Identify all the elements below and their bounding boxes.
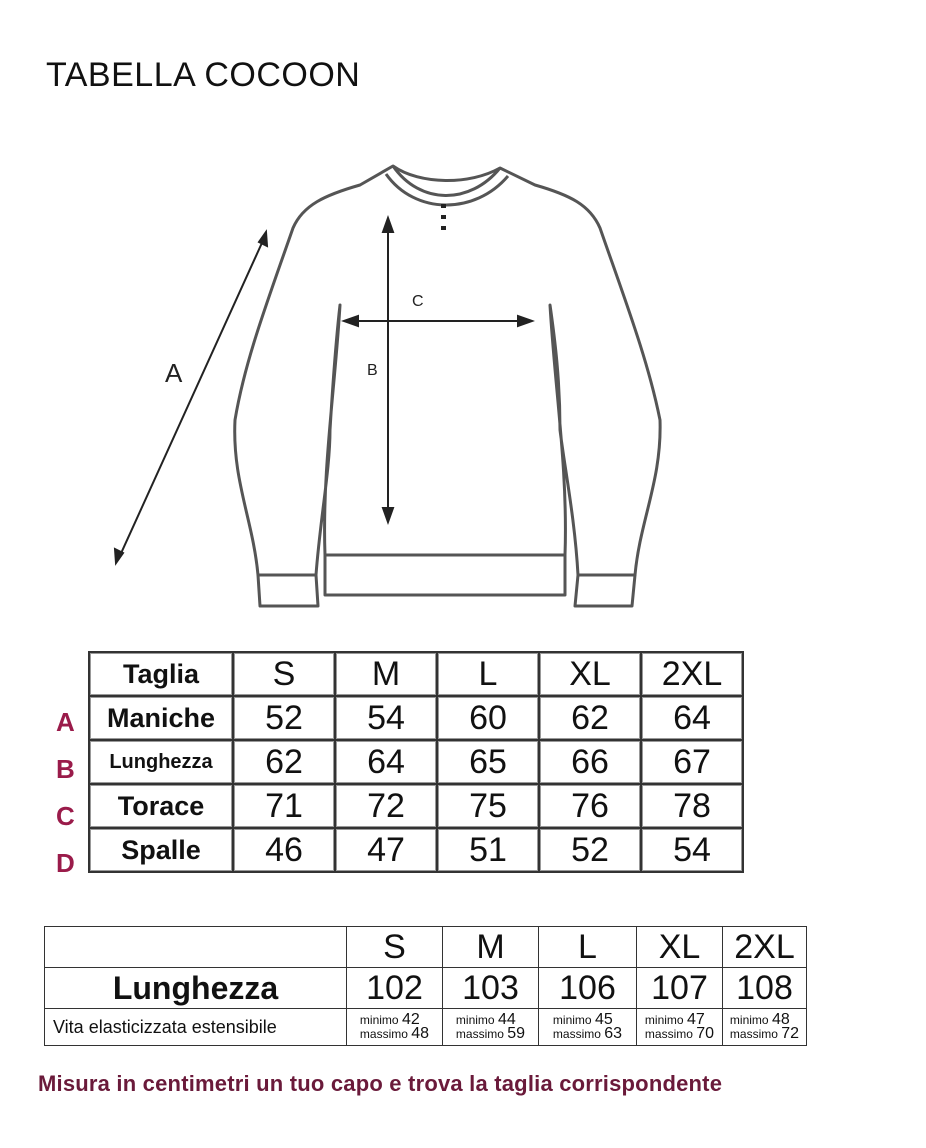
table-cell: 52 xyxy=(233,696,335,740)
sweater-outline xyxy=(235,166,660,575)
table-cell: 46 xyxy=(233,828,335,872)
header-cell: XL xyxy=(539,652,641,696)
header-cell: S xyxy=(233,652,335,696)
table-cell xyxy=(637,1009,723,1046)
max-value: 59 xyxy=(507,1025,526,1042)
header-cell: L xyxy=(437,652,539,696)
max-label: massimo xyxy=(729,1027,778,1041)
header-cell: M xyxy=(443,927,539,968)
row-letter-d: D xyxy=(56,848,75,878)
table-row xyxy=(89,740,743,784)
min-value: 42 xyxy=(401,1011,420,1028)
table-cell: 51 xyxy=(437,828,539,872)
row-label-lunghezza: Lunghezza xyxy=(89,740,233,784)
page-title: TABELLA COCOON xyxy=(46,56,361,94)
header-cell: S xyxy=(347,927,443,968)
min-value: 45 xyxy=(594,1011,613,1028)
table-cell: 47 xyxy=(335,828,437,872)
min-label: minimo xyxy=(552,1013,592,1027)
row-letter-b: B xyxy=(56,754,75,784)
min-label: minimo xyxy=(644,1013,684,1027)
row-label-maniche: Maniche xyxy=(89,696,233,740)
table-cell: 106 xyxy=(539,968,637,1009)
header-cell: L xyxy=(539,927,637,968)
size-table xyxy=(88,651,744,873)
min-label: minimo xyxy=(729,1013,769,1027)
row-label-spalle: Spalle xyxy=(89,828,233,872)
shoulder-marker xyxy=(441,204,446,230)
table-cell: 75 xyxy=(437,784,539,828)
max-label: massimo xyxy=(359,1027,408,1041)
table-cell: 71 xyxy=(233,784,335,828)
table-row xyxy=(45,1009,807,1046)
table-row xyxy=(89,696,743,740)
table-cell: 76 xyxy=(539,784,641,828)
table-cell xyxy=(443,1009,539,1046)
table-cell: 62 xyxy=(539,696,641,740)
max-value: 72 xyxy=(781,1025,800,1042)
header-cell: M xyxy=(335,652,437,696)
label-a: A xyxy=(165,358,183,388)
table-cell: 60 xyxy=(437,696,539,740)
min-label: minimo xyxy=(359,1013,399,1027)
label-b: B xyxy=(367,362,378,379)
table-cell: 67 xyxy=(641,740,743,784)
row-label-torace: Torace xyxy=(89,784,233,828)
sweater-right-cuff xyxy=(575,575,635,606)
max-value: 70 xyxy=(696,1025,715,1042)
table-cell: 102 xyxy=(347,968,443,1009)
table-cell: 52 xyxy=(539,828,641,872)
row-letters xyxy=(56,700,75,888)
table-cell: 72 xyxy=(335,784,437,828)
max-label: massimo xyxy=(552,1027,601,1041)
table-cell xyxy=(723,1009,807,1046)
min-value: 47 xyxy=(686,1011,705,1028)
max-label: massimo xyxy=(455,1027,504,1041)
max-value: 48 xyxy=(411,1025,430,1042)
table-cell: 108 xyxy=(723,968,807,1009)
min-value: 48 xyxy=(771,1011,790,1028)
sweater-left-cuff xyxy=(258,575,318,606)
size-table-header xyxy=(89,652,743,696)
table-row xyxy=(89,828,743,872)
footer-note: Misura in centimetri un tuo capo e trova la taglia corrispondente xyxy=(38,1071,723,1096)
length-table xyxy=(44,926,807,1046)
length-table-header xyxy=(45,927,807,968)
row-label-lunghezza-total: Lunghezza xyxy=(45,968,347,1009)
row-letter-c: C xyxy=(56,801,75,831)
table-cell: 62 xyxy=(233,740,335,784)
label-c: C xyxy=(412,293,424,310)
header-cell: XL xyxy=(637,927,723,968)
max-value: 63 xyxy=(604,1025,623,1042)
header-cell: 2XL xyxy=(723,927,807,968)
sweater-waistband xyxy=(325,555,565,595)
table-cell xyxy=(539,1009,637,1046)
row-label-vita: Vita elasticizzata estensibile xyxy=(45,1009,347,1046)
arrow-a xyxy=(118,234,266,560)
row-letter-a: A xyxy=(56,707,75,737)
table-row xyxy=(89,784,743,828)
table-cell: 78 xyxy=(641,784,743,828)
table-cell xyxy=(347,1009,443,1046)
min-value: 44 xyxy=(497,1011,516,1028)
min-label: minimo xyxy=(455,1013,495,1027)
table-cell: 64 xyxy=(641,696,743,740)
table-cell: 64 xyxy=(335,740,437,784)
table-cell: 54 xyxy=(641,828,743,872)
max-label: massimo xyxy=(644,1027,693,1041)
table-cell: 65 xyxy=(437,740,539,784)
table-cell: 103 xyxy=(443,968,539,1009)
table-cell: 54 xyxy=(335,696,437,740)
header-cell: 2XL xyxy=(641,652,743,696)
header-cell: Taglia xyxy=(89,652,233,696)
table-cell: 66 xyxy=(539,740,641,784)
table-row xyxy=(45,968,807,1009)
header-cell xyxy=(45,927,347,968)
table-cell: 107 xyxy=(637,968,723,1009)
